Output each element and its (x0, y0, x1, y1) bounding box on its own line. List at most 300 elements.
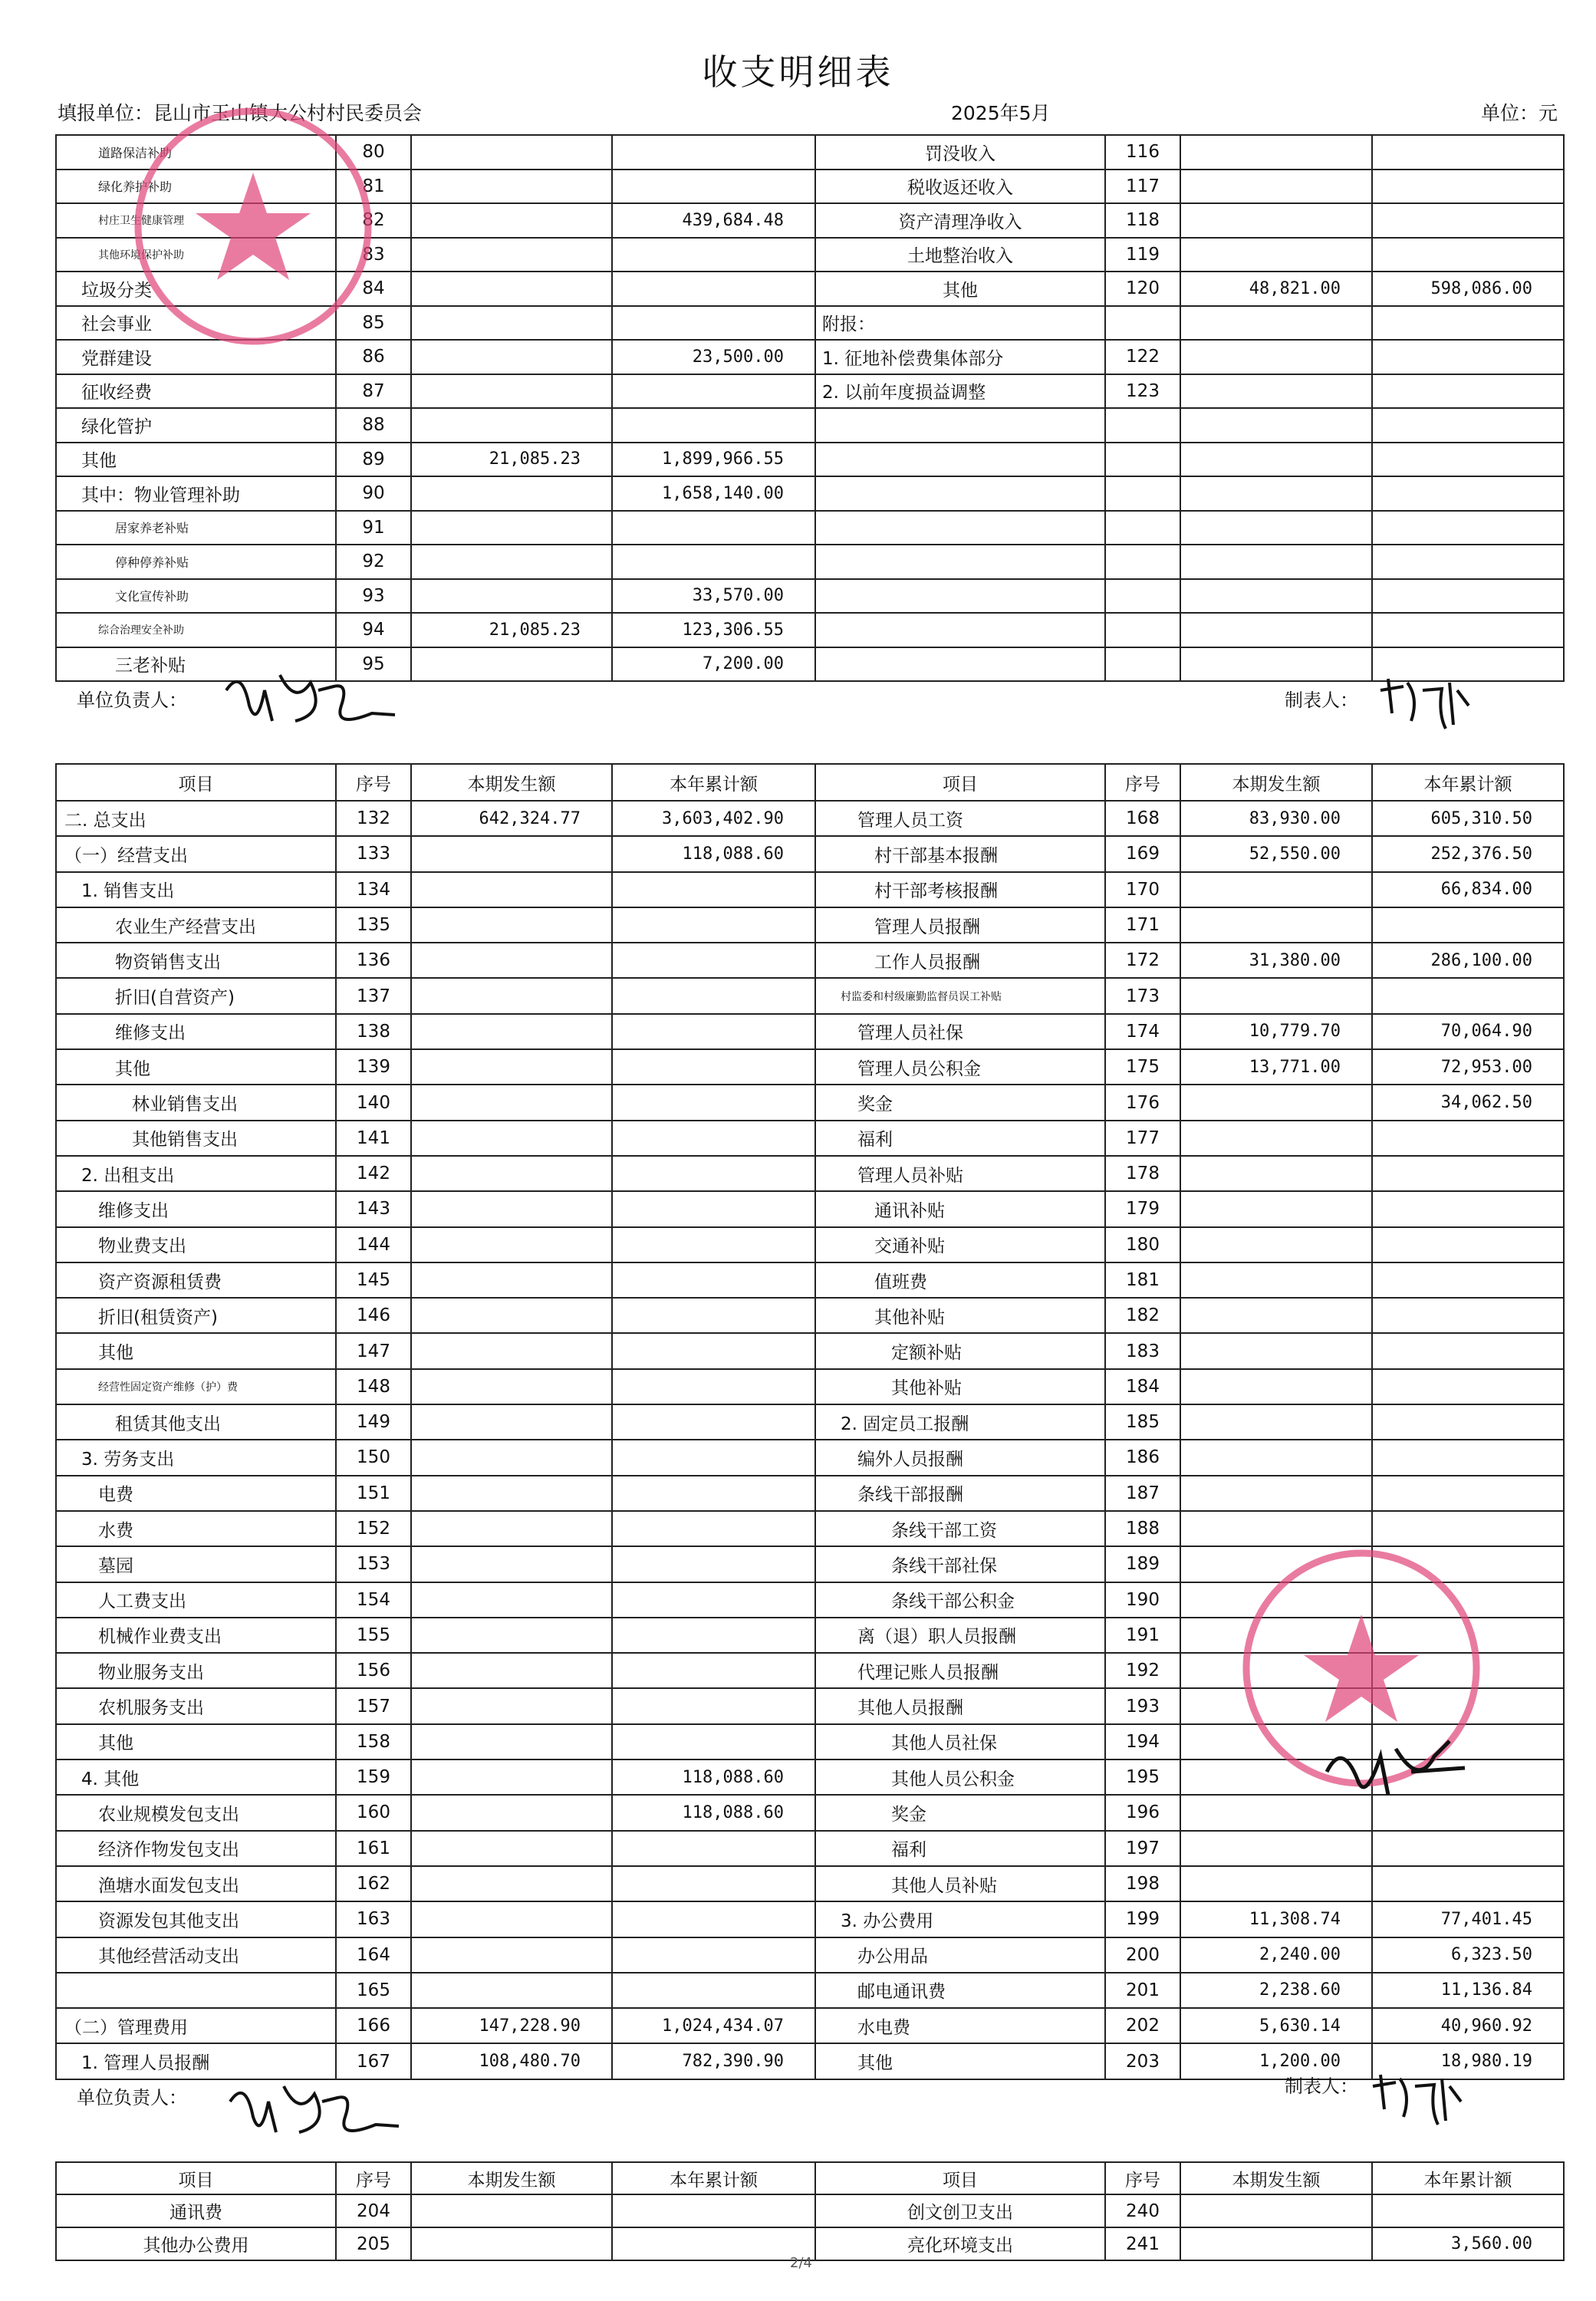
table-row (56, 476, 1564, 511)
table-row (56, 408, 1564, 443)
col-current-header: 本期发生额 (411, 2162, 612, 2194)
row-ytd-amount: 123,306.55 (612, 613, 815, 647)
row-ytd-amount: 18,980.19 (1372, 2043, 1564, 2079)
row-ytd-amount: 40,960.92 (1372, 2008, 1564, 2043)
row-current-amount (1180, 135, 1372, 170)
row-current-amount (411, 408, 612, 443)
row-seq-number: 91 (336, 511, 411, 545)
row-seq-number: 181 (1105, 1262, 1180, 1298)
row-item-label: 其他人员社保 (815, 1724, 1105, 1759)
col-item-header: 项目 (56, 2162, 336, 2194)
row-ytd-amount (612, 238, 815, 272)
row-item-label: 离（退）职人员报酬 (815, 1618, 1105, 1653)
row-item-label (815, 579, 1105, 614)
row-current-amount (411, 2194, 612, 2227)
row-ytd-amount: 3,560.00 (1372, 2227, 1564, 2260)
preparer-signature-2 (1365, 2063, 1465, 2132)
row-current-amount (411, 1404, 612, 1440)
row-item-label: 其他 (56, 1724, 336, 1759)
row-item-label: 村监委和村级廉勤监督员误工补贴 (815, 978, 1105, 1013)
row-ytd-amount (612, 1191, 815, 1226)
table-row (56, 1866, 1564, 1901)
row-current-amount (1180, 1191, 1372, 1226)
row-item-label: 水费 (56, 1511, 336, 1546)
row-seq-number: 158 (336, 1724, 411, 1759)
row-ytd-amount: 605,310.50 (1372, 801, 1564, 836)
row-seq-number: 83 (336, 238, 411, 272)
row-current-amount (411, 203, 612, 238)
table-row (56, 836, 1564, 871)
reporting-unit: 填报单位：昆山市玉山镇大公村村民委员会 (58, 102, 423, 124)
row-seq-number: 145 (336, 1262, 411, 1298)
row-ytd-amount (1372, 374, 1564, 409)
row-current-amount (1180, 1262, 1372, 1298)
row-seq-number: 185 (1105, 1404, 1180, 1440)
row-item-label: 其中：物业管理补助 (56, 476, 336, 511)
row-current-amount (411, 1973, 612, 2008)
row-current-amount (1180, 443, 1372, 477)
row-seq-number: 190 (1105, 1582, 1180, 1618)
row-ytd-amount (612, 1049, 815, 1085)
row-seq-number: 80 (336, 135, 411, 170)
row-ytd-amount: 118,088.60 (612, 836, 815, 871)
row-item-label: 农机服务支出 (56, 1688, 336, 1723)
row-item-label: 二. 总支出 (56, 801, 336, 836)
row-ytd-amount (612, 1546, 815, 1582)
row-current-amount (1180, 1476, 1372, 1511)
row-ytd-amount (1372, 511, 1564, 545)
row-ytd-amount (612, 1156, 815, 1191)
row-current-amount (1180, 2194, 1372, 2227)
row-item-label: 绿化管护 (56, 408, 336, 443)
row-item-label: 1. 销售支出 (56, 872, 336, 907)
row-current-amount: 10,779.70 (1180, 1014, 1372, 1049)
row-item-label: 附报： (815, 306, 1105, 341)
col-current-header: 本期发生额 (411, 764, 612, 801)
row-item-label (815, 647, 1105, 682)
row-current-amount (411, 1298, 612, 1333)
row-current-amount (411, 647, 612, 682)
row-current-amount (411, 1156, 612, 1191)
row-item-label: 农业规模发包支出 (56, 1795, 336, 1830)
row-seq-number: 87 (336, 374, 411, 409)
row-item-label: 租赁其他支出 (56, 1404, 336, 1440)
row-seq-number: 153 (336, 1546, 411, 1582)
row-item-label: 折旧(自营资产) (56, 978, 336, 1013)
row-seq-number (1105, 647, 1180, 682)
table-row (56, 1937, 1564, 1973)
row-current-amount (411, 1369, 612, 1404)
row-seq-number: 169 (1105, 836, 1180, 871)
row-ytd-amount (1372, 1262, 1564, 1298)
table-row (56, 511, 1564, 545)
row-ytd-amount (612, 545, 815, 579)
row-ytd-amount: 1,899,966.55 (612, 443, 815, 477)
row-current-amount (411, 836, 612, 871)
row-current-amount (1180, 374, 1372, 409)
row-current-amount (411, 1618, 612, 1653)
unit-head-signature-2 (222, 2075, 406, 2144)
row-current-amount (411, 1724, 612, 1759)
row-item-label: 福利 (815, 1121, 1105, 1156)
row-seq-number: 147 (336, 1333, 411, 1368)
row-seq-number: 164 (336, 1937, 411, 1973)
row-current-amount (411, 1476, 612, 1511)
row-ytd-amount (612, 1476, 815, 1511)
row-seq-number: 86 (336, 340, 411, 374)
row-ytd-amount (612, 1582, 815, 1618)
col-ytd-header: 本年累计额 (612, 764, 815, 801)
row-item-label: 党群建设 (56, 340, 336, 374)
row-item-label: 邮电通讯费 (815, 1973, 1105, 2008)
row-current-amount (1180, 978, 1372, 1013)
row-current-amount: 83,930.00 (1180, 801, 1372, 836)
table-row (56, 1973, 1564, 2008)
table-row (56, 801, 1564, 836)
row-current-amount (1180, 1404, 1372, 1440)
table-row (56, 1831, 1564, 1866)
row-ytd-amount: 70,064.90 (1372, 1014, 1564, 1049)
row-seq-number: 84 (336, 272, 411, 306)
col-ytd-header: 本年累计额 (1372, 764, 1564, 801)
row-ytd-amount (612, 374, 815, 409)
row-seq-number: 165 (336, 1973, 411, 2008)
row-item-label: 其他 (815, 2043, 1105, 2079)
row-seq-number: 150 (336, 1440, 411, 1475)
row-seq-number: 201 (1105, 1973, 1180, 2008)
row-current-amount: 52,550.00 (1180, 836, 1372, 871)
row-seq-number: 149 (336, 1404, 411, 1440)
row-item-label: 管理人员补贴 (815, 1156, 1105, 1191)
seal-overlay-signature (1319, 1726, 1473, 1810)
row-current-amount (1180, 170, 1372, 204)
row-current-amount (1180, 1831, 1372, 1866)
row-current-amount (1180, 340, 1372, 374)
row-ytd-amount (612, 1973, 815, 2008)
row-seq-number: 142 (336, 1156, 411, 1191)
row-seq-number: 241 (1105, 2227, 1180, 2260)
row-item-label: 机械作业费支出 (56, 1618, 336, 1653)
unit-head-signature-1 (219, 660, 403, 736)
table-row (56, 2194, 1564, 2227)
row-seq-number: 198 (1105, 1866, 1180, 1901)
row-ytd-amount (612, 907, 815, 943)
table-row (56, 1404, 1564, 1440)
row-seq-number: 186 (1105, 1440, 1180, 1475)
row-ytd-amount (612, 1298, 815, 1333)
row-item-label: （一）经营支出 (56, 836, 336, 871)
row-seq-number: 178 (1105, 1156, 1180, 1191)
row-seq-number: 205 (336, 2227, 411, 2260)
row-item-label: （二）管理费用 (56, 2008, 336, 2043)
table-row (56, 613, 1564, 647)
row-ytd-amount (1372, 170, 1564, 204)
row-seq-number (1105, 408, 1180, 443)
row-ytd-amount (1372, 1866, 1564, 1901)
row-item-label: 其他人员补贴 (815, 1866, 1105, 1901)
row-ytd-amount (612, 1831, 815, 1866)
row-seq-number: 172 (1105, 943, 1180, 978)
row-seq-number: 192 (1105, 1653, 1180, 1688)
table-row (56, 1262, 1564, 1298)
row-current-amount (411, 272, 612, 306)
row-ytd-amount (1372, 579, 1564, 614)
row-ytd-amount (1372, 203, 1564, 238)
row-item-label: 农业生产经营支出 (56, 907, 336, 943)
row-item-label: 福利 (815, 1831, 1105, 1866)
row-ytd-amount: 118,088.60 (612, 1759, 815, 1795)
col-seq-header: 序号 (336, 2162, 411, 2194)
row-item-label: 资产资源租赁费 (56, 1262, 336, 1298)
row-ytd-amount (612, 2227, 815, 2260)
row-seq-number: 159 (336, 1759, 411, 1795)
row-current-amount (411, 545, 612, 579)
row-seq-number: 152 (336, 1511, 411, 1546)
row-seq-number: 137 (336, 978, 411, 1013)
row-seq-number: 155 (336, 1618, 411, 1653)
row-seq-number: 117 (1105, 170, 1180, 204)
row-item-label: 水电费 (815, 2008, 1105, 2043)
table-row (56, 1369, 1564, 1404)
row-seq-number (1105, 579, 1180, 614)
row-current-amount (411, 872, 612, 907)
row-item-label: 2. 固定员工报酬 (815, 1404, 1105, 1440)
row-item-label: 电费 (56, 1476, 336, 1511)
row-item-label: 经济作物发包支出 (56, 1831, 336, 1866)
table-row (56, 374, 1564, 409)
row-item-label: 条线干部报酬 (815, 1476, 1105, 1511)
row-ytd-amount: 3,603,402.90 (612, 801, 815, 836)
row-current-amount (411, 1262, 612, 1298)
row-item-label: 其他经营活动支出 (56, 1937, 336, 1973)
row-item-label: 值班费 (815, 1262, 1105, 1298)
row-ytd-amount (1372, 443, 1564, 477)
row-current-amount (1180, 613, 1372, 647)
table-row (56, 1901, 1564, 1937)
row-seq-number: 193 (1105, 1688, 1180, 1723)
row-seq-number: 93 (336, 579, 411, 614)
row-current-amount (1180, 1369, 1372, 1404)
row-seq-number: 136 (336, 943, 411, 978)
row-ytd-amount (612, 872, 815, 907)
row-item-label: 征收经费 (56, 374, 336, 409)
row-current-amount (411, 978, 612, 1013)
col-current-header: 本期发生额 (1180, 764, 1372, 801)
unit-head-label-2: 单位负责人： (77, 2087, 187, 2108)
row-ytd-amount: 77,401.45 (1372, 1901, 1564, 1937)
row-seq-number: 120 (1105, 272, 1180, 306)
row-seq-number: 161 (336, 1831, 411, 1866)
row-seq-number: 175 (1105, 1049, 1180, 1085)
row-item-label: 村庄卫生健康管理 (56, 203, 336, 238)
row-current-amount: 21,085.23 (411, 443, 612, 477)
col-ytd-header: 本年累计额 (612, 2162, 815, 2194)
row-ytd-amount: 72,953.00 (1372, 1049, 1564, 1085)
row-ytd-amount: 34,062.50 (1372, 1085, 1564, 1120)
table-row (56, 1049, 1564, 1085)
row-item-label: 维修支出 (56, 1191, 336, 1226)
row-seq-number: 176 (1105, 1085, 1180, 1120)
row-seq-number: 168 (1105, 801, 1180, 836)
row-item-label: 道路保洁补助 (56, 135, 336, 170)
row-item-label: 交通补贴 (815, 1227, 1105, 1262)
row-current-amount (411, 306, 612, 341)
row-current-amount (411, 1901, 612, 1937)
row-ytd-amount (1372, 907, 1564, 943)
row-seq-number: 82 (336, 203, 411, 238)
row-item-label: 其他办公费用 (56, 2227, 336, 2260)
row-current-amount: 31,380.00 (1180, 943, 1372, 978)
row-current-amount (411, 1511, 612, 1546)
row-ytd-amount (612, 943, 815, 978)
row-ytd-amount (1372, 1333, 1564, 1368)
row-item-label: 文化宣传补助 (56, 579, 336, 614)
table-row (56, 907, 1564, 943)
row-item-label: 管理人员报酬 (815, 907, 1105, 943)
row-seq-number: 122 (1105, 340, 1180, 374)
row-current-amount (1180, 1333, 1372, 1368)
row-current-amount (411, 1795, 612, 1830)
row-current-amount (411, 1937, 612, 1973)
row-current-amount (1180, 203, 1372, 238)
row-ytd-amount (1372, 1440, 1564, 1475)
row-current-amount (411, 1191, 612, 1226)
row-current-amount: 108,480.70 (411, 2043, 612, 2079)
row-item-label: 3. 办公费用 (815, 1901, 1105, 1937)
row-ytd-amount: 252,376.50 (1372, 836, 1564, 871)
row-seq-number: 95 (336, 647, 411, 682)
row-ytd-amount (612, 1511, 815, 1546)
row-item-label (815, 545, 1105, 579)
col-item-header: 项目 (815, 764, 1105, 801)
row-current-amount (411, 2227, 612, 2260)
row-seq-number: 94 (336, 613, 411, 647)
table-row (56, 1121, 1564, 1156)
row-seq-number: 166 (336, 2008, 411, 2043)
row-seq-number: 132 (336, 801, 411, 836)
row-seq-number: 179 (1105, 1191, 1180, 1226)
row-item-label: 管理人员工资 (815, 801, 1105, 836)
row-seq-number (1105, 511, 1180, 545)
preparer-label-2: 制表人： (1285, 2076, 1358, 2097)
row-current-amount: 642,324.77 (411, 801, 612, 836)
row-seq-number: 148 (336, 1369, 411, 1404)
row-seq-number: 194 (1105, 1724, 1180, 1759)
row-current-amount: 11,308.74 (1180, 1901, 1372, 1937)
row-seq-number: 240 (1105, 2194, 1180, 2227)
table-row (56, 1333, 1564, 1368)
row-seq-number: 188 (1105, 1511, 1180, 1546)
row-ytd-amount (1372, 1369, 1564, 1404)
row-item-label: 1. 管理人员报酬 (56, 2043, 336, 2079)
row-ytd-amount (612, 272, 815, 306)
row-ytd-amount: 598,086.00 (1372, 272, 1564, 306)
row-seq-number: 183 (1105, 1333, 1180, 1368)
row-item-label: 3. 劳务支出 (56, 1440, 336, 1475)
row-ytd-amount (1372, 238, 1564, 272)
table-row (56, 1440, 1564, 1475)
row-seq-number: 90 (336, 476, 411, 511)
row-seq-number: 81 (336, 170, 411, 204)
col-item-header: 项目 (56, 764, 336, 801)
row-seq-number: 204 (336, 2194, 411, 2227)
row-current-amount (1180, 545, 1372, 579)
row-item-label: 其他 (56, 1333, 336, 1368)
row-seq-number: 197 (1105, 1831, 1180, 1866)
row-ytd-amount (612, 1014, 815, 1049)
row-seq-number (1105, 613, 1180, 647)
row-seq-number: 144 (336, 1227, 411, 1262)
row-item-label: 奖金 (815, 1795, 1105, 1830)
row-ytd-amount (1372, 340, 1564, 374)
row-ytd-amount: 23,500.00 (612, 340, 815, 374)
row-ytd-amount (612, 1404, 815, 1440)
row-item-label: 税收返还收入 (815, 170, 1105, 204)
row-ytd-amount (612, 306, 815, 341)
row-seq-number: 195 (1105, 1759, 1180, 1795)
row-ytd-amount: 1,658,140.00 (612, 476, 815, 511)
row-ytd-amount (612, 1688, 815, 1723)
row-current-amount (1180, 1227, 1372, 1262)
col-seq-header: 序号 (1105, 764, 1180, 801)
row-seq-number: 170 (1105, 872, 1180, 907)
row-current-amount: 2,240.00 (1180, 1937, 1372, 1973)
row-ytd-amount: 1,024,434.07 (612, 2008, 815, 2043)
currency-unit: 单位：元 (1480, 102, 1558, 124)
table-row (56, 1298, 1564, 1333)
row-item-label: 管理人员公积金 (815, 1049, 1105, 1085)
row-current-amount: 13,771.00 (1180, 1049, 1372, 1085)
row-ytd-amount: 66,834.00 (1372, 872, 1564, 907)
row-seq-number: 146 (336, 1298, 411, 1333)
row-current-amount (1180, 306, 1372, 341)
table-row (56, 943, 1564, 978)
page-number: 2/4 (790, 2255, 812, 2271)
row-seq-number: 173 (1105, 978, 1180, 1013)
row-item-label: 奖金 (815, 1085, 1105, 1120)
row-current-amount: 2,238.60 (1180, 1973, 1372, 2008)
row-item-label: 土地整治收入 (815, 238, 1105, 272)
row-seq-number: 160 (336, 1795, 411, 1830)
table-row (56, 1191, 1564, 1226)
table-row (56, 872, 1564, 907)
row-ytd-amount: 6,323.50 (1372, 1937, 1564, 1973)
row-ytd-amount: 118,088.60 (612, 1795, 815, 1830)
row-ytd-amount (1372, 408, 1564, 443)
row-current-amount (411, 1688, 612, 1723)
row-current-amount (411, 511, 612, 545)
row-seq-number: 133 (336, 836, 411, 871)
row-ytd-amount (612, 1866, 815, 1901)
row-current-amount (411, 340, 612, 374)
report-title: 收支明细表 (702, 51, 894, 93)
row-seq-number: 163 (336, 1901, 411, 1937)
expenditure-table-continued (55, 2161, 1565, 2261)
row-ytd-amount (1372, 1831, 1564, 1866)
row-item-label: 村干部基本报酬 (815, 836, 1105, 871)
table-row (56, 443, 1564, 477)
row-seq-number: 177 (1105, 1121, 1180, 1156)
row-item-label: 其他补贴 (815, 1369, 1105, 1404)
row-seq-number: 180 (1105, 1227, 1180, 1262)
row-current-amount (1180, 238, 1372, 272)
row-current-amount (411, 1831, 612, 1866)
row-item-label: 其他环境保护补助 (56, 238, 336, 272)
row-seq-number: 156 (336, 1653, 411, 1688)
row-item-label: 其他人员公积金 (815, 1759, 1105, 1795)
row-current-amount (1180, 2227, 1372, 2260)
row-seq-number: 171 (1105, 907, 1180, 943)
